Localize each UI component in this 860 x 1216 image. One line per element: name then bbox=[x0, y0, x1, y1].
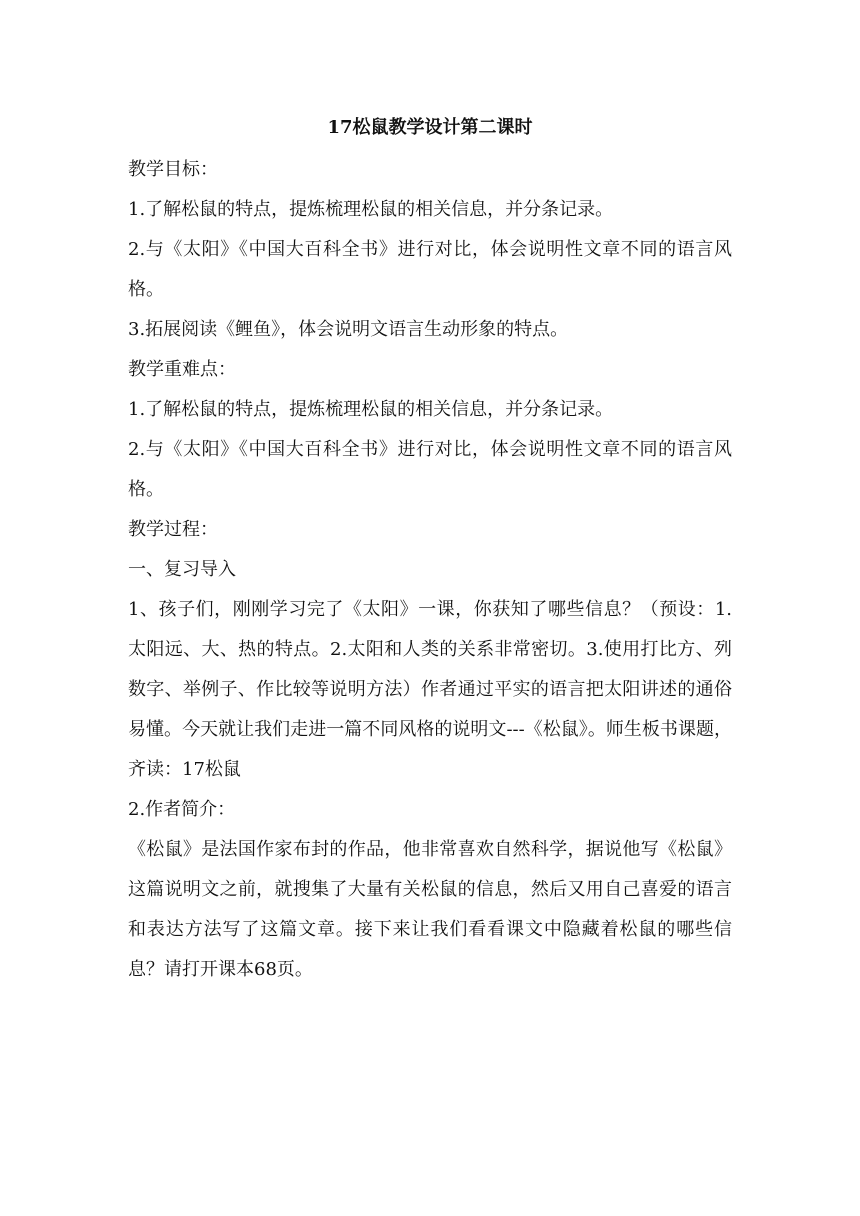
objective-item-3: 3.拓展阅读《鲤鱼》，体会说明文语言生动形象的特点。 bbox=[128, 319, 569, 340]
key-point-item-2: 2.与《太阳》《中国大百科全书》进行对比，体会说明性文章不同的语言风格。 bbox=[128, 439, 732, 500]
review-paragraph: 1、孩子们，刚刚学习完了《太阳》一课，你获知了哪些信息？（预设：1.太阳远、大、热的特点。2.太阳和人类的关系非常密切。3.使用打比方、列数字、举例子、作比较等说明方法）作者通过平实的语言把太阳讲述的通俗易懂。今天就让我们走进一篇不同风格的说明文---《松鼠》。师生板书课题，齐读：17松鼠 bbox=[128, 599, 732, 780]
section-heading-objectives: 教学目标： bbox=[128, 159, 218, 180]
subsection-heading-review: 一、复习导入 bbox=[128, 559, 236, 580]
key-point-item-1: 1.了解松鼠的特点，提炼梳理松鼠的相关信息，并分条记录。 bbox=[128, 399, 614, 420]
author-paragraph: 《松鼠》是法国作家布封的作品，他非常喜欢自然科学，据说他写《松鼠》这篇说明文之前，就搜集了大量有关松鼠的信息，然后又用自己喜爱的语言和表达方法写了这篇文章。接下来让我们看看课文中隐藏着松鼠的哪些信息？请打开课本68页。 bbox=[128, 839, 732, 980]
section-heading-process: 教学过程： bbox=[128, 519, 218, 540]
objective-item-2: 2.与《太阳》《中国大百科全书》进行对比，体会说明性文章不同的语言风格。 bbox=[128, 239, 732, 300]
subsection-heading-author: 2.作者简介： bbox=[128, 799, 236, 820]
document-body bbox=[128, 110, 732, 990]
objective-item-1: 1.了解松鼠的特点，提炼梳理松鼠的相关信息，并分条记录。 bbox=[128, 199, 614, 220]
section-heading-key-points: 教学重难点： bbox=[128, 359, 236, 380]
document-title: 17松鼠教学设计第二课时 bbox=[327, 117, 533, 138]
